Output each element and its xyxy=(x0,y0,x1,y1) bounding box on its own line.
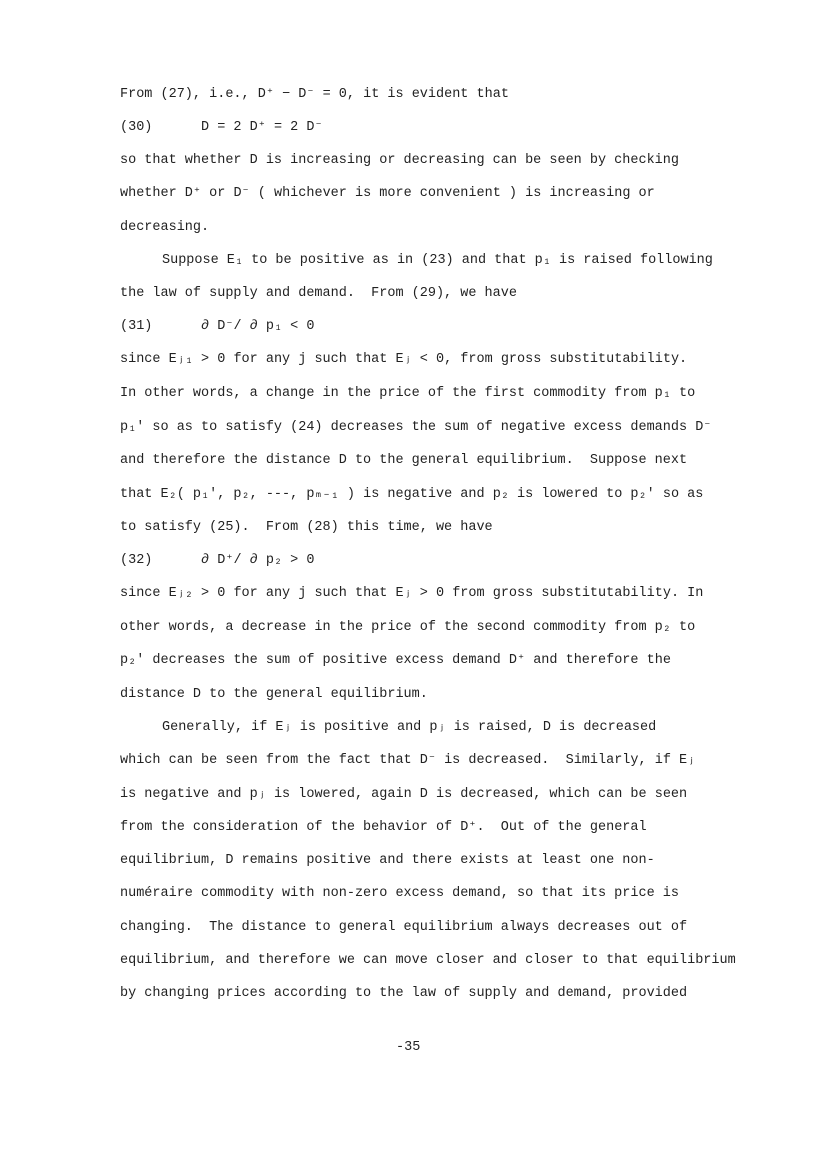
text-line-14: to satisfy (25). From (28) this time, we have xyxy=(120,520,493,535)
text-line-13: that E₂( p₁′, p₂, ---, pₘ₋₁ ) is negative and p₂ is lowered to p₂′ so as xyxy=(120,487,704,502)
text-line-5: decreasing. xyxy=(120,220,210,235)
text-line-24: equilibrium, D remains positive and there exists at least one non- xyxy=(120,853,655,868)
text-line-16: since Eⱼ₂ > 0 for any j such that Eⱼ > 0 from gross substitutability. In xyxy=(120,586,704,601)
text-line-12: and therefore the distance D to the general equilibrium. Suppose next xyxy=(120,453,688,468)
text-line-1: From (27), i.e., D⁺ − D⁻ = 0, it is evident that xyxy=(120,87,509,102)
equation-30: (30) D = 2 D⁺ = 2 D⁻ xyxy=(120,120,323,135)
text-line-19: distance D to the general equilibrium. xyxy=(120,687,428,702)
text-line-27: equilibrium, and therefore we can move closer and closer to that equilibrium xyxy=(120,953,736,968)
text-line-20: Generally, if Eⱼ is positive and pⱼ is raised, D is decreased xyxy=(162,720,657,735)
page-number: -35 xyxy=(396,1040,421,1055)
text-line-3: so that whether D is increasing or decreasing can be seen by checking xyxy=(120,153,679,168)
text-line-22: is negative and pⱼ is lowered, again D is decreased, which can be seen xyxy=(120,787,688,802)
text-line-10: In other words, a change in the price of the first commodity from p₁ to xyxy=(120,386,696,401)
text-line-23: from the consideration of the behavior of D⁺. Out of the general xyxy=(120,820,647,835)
equation-31: (31) ∂ D⁻/ ∂ p₁ < 0 xyxy=(120,319,315,334)
text-line-25: numéraire commodity with non-zero excess demand, so that its price is xyxy=(120,886,679,901)
text-line-9: since Eⱼ₁ > 0 for any j such that Eⱼ < 0, from gross substitutability. xyxy=(120,352,688,367)
text-line-6: Suppose E₁ to be positive as in (23) and that p₁ is raised following xyxy=(162,253,713,268)
text-line-7: the law of supply and demand. From (29), we have xyxy=(120,286,517,301)
text-line-4: whether D⁺ or D⁻ ( whichever is more convenient ) is increasing or xyxy=(120,186,655,201)
text-line-11: p₁′ so as to satisfy (24) decreases the sum of negative excess demands D⁻ xyxy=(120,420,712,435)
text-line-28: by changing prices according to the law of supply and demand, provided xyxy=(120,986,688,1001)
equation-32: (32) ∂ D⁺/ ∂ p₂ > 0 xyxy=(120,553,315,568)
text-line-26: changing. The distance to general equilibrium always decreases out of xyxy=(120,920,688,935)
text-line-21: which can be seen from the fact that D⁻ is decreased. Similarly, if Eⱼ xyxy=(120,753,696,768)
text-line-17: other words, a decrease in the price of the second commodity from p₂ to xyxy=(120,620,696,635)
text-line-18: p₂′ decreases the sum of positive excess demand D⁺ and therefore the xyxy=(120,653,671,668)
